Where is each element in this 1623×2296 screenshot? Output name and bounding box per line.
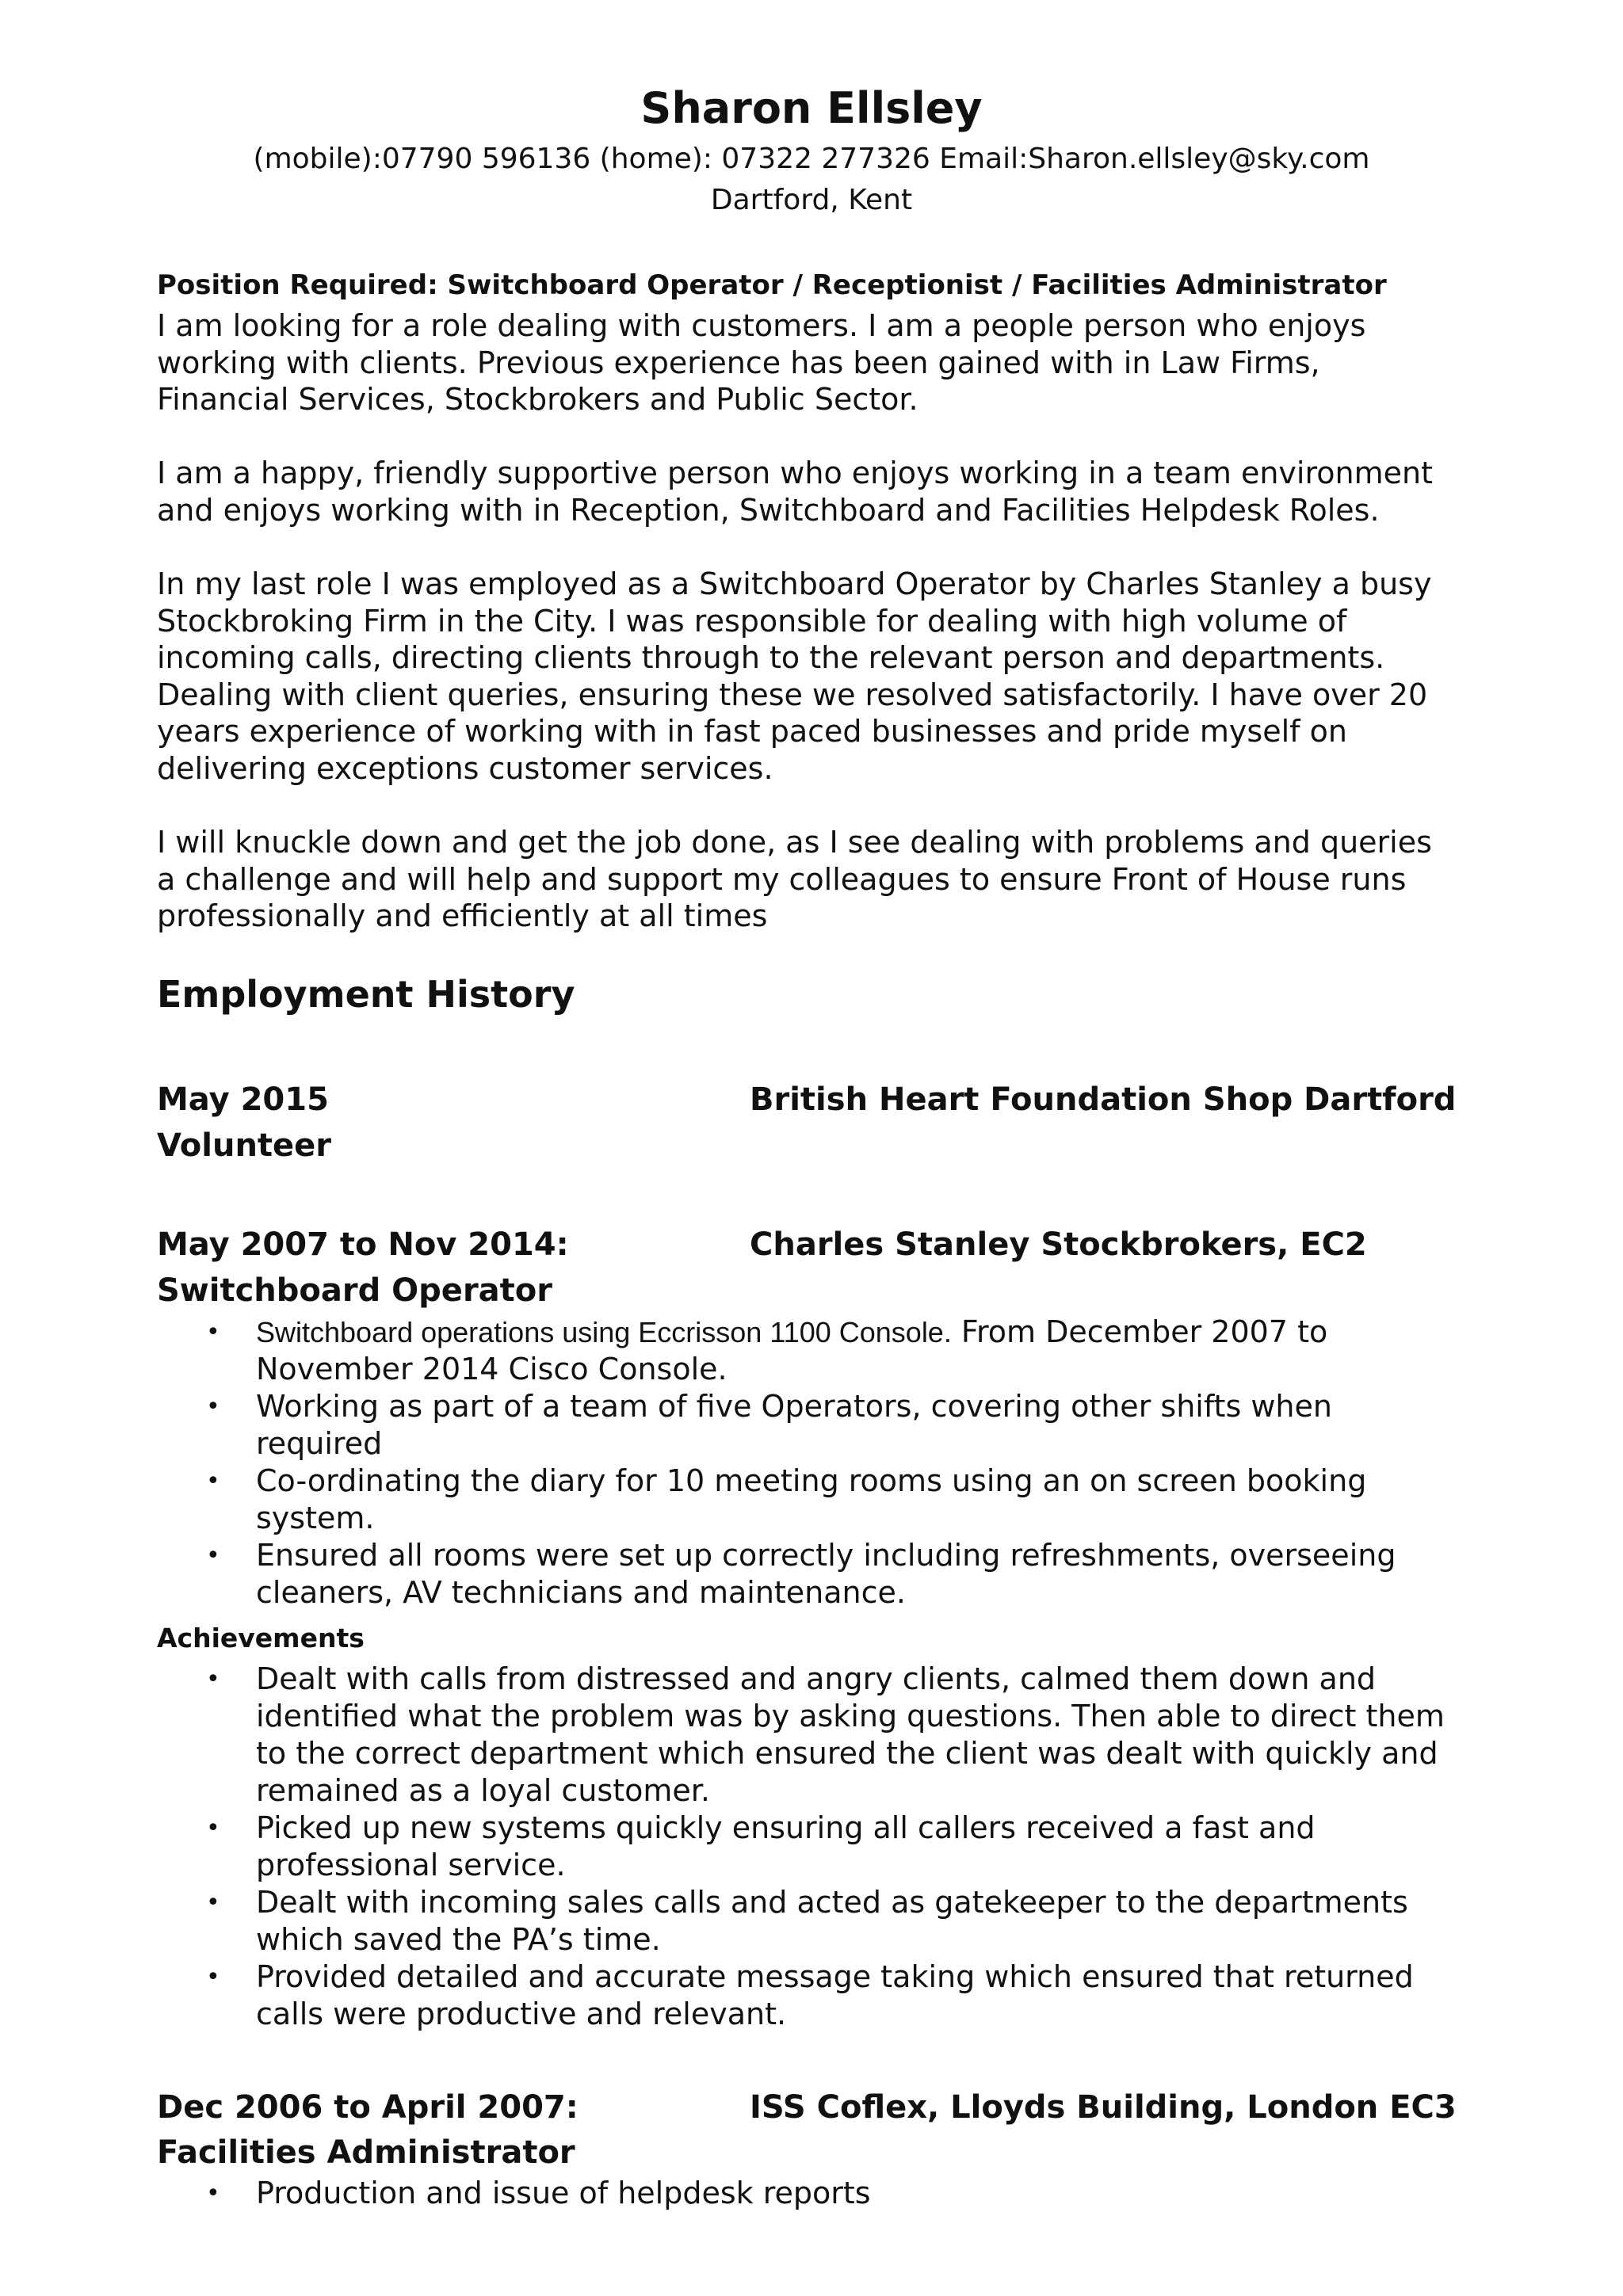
duty-line: November 2014 Cisco Console.	[256, 1352, 727, 1386]
duty-line: system.	[256, 1501, 375, 1535]
duty-line: Switchboard operations using Eccrisson 1100 Console. From December 2007 to	[256, 1314, 1328, 1349]
employment-history-heading: Employment History	[157, 973, 575, 1016]
candidate-name: Sharon Ellsley	[640, 83, 983, 133]
profile-line: Dealing with client queries, ensuring these we resolved satisfactorily. I have over 20	[157, 677, 1428, 712]
profile-paragraph-3	[157, 566, 1431, 787]
duty-line: cleaners, AV technicians and maintenance.	[256, 1575, 906, 1610]
list-item	[157, 1314, 1396, 1388]
profile-line: a challenge and will help and support my colleagues to ensure Front of House runs	[157, 861, 1407, 897]
achievement-line: Dealt with incoming sales calls and acted as gatekeeper to the departments	[256, 1885, 1408, 1920]
achievement-line: Dealt with calls from distressed and angry clients, calmed them down and	[256, 1661, 1377, 1696]
bullet-icon: •	[206, 1542, 220, 1569]
profile-line: Financial Services, Stockbrokers and Public Sector.	[157, 382, 918, 417]
achievement-line: Picked up new systems quickly ensuring all callers received a fast and	[256, 1810, 1316, 1845]
list-item	[157, 1958, 1445, 2033]
duty-line: Production and issue of helpdesk reports	[256, 2176, 871, 2210]
profile-line: I will knuckle down and get the job done, as I see dealing with problems and queries	[157, 825, 1432, 860]
job-company: ISS Coflex, Lloyds Building, London EC3	[750, 2089, 1457, 2126]
job-title: Facilities Administrator	[157, 2134, 575, 2171]
achievement-line: professional service.	[256, 1848, 566, 1882]
job-date: Dec 2006 to April 2007:	[157, 2089, 579, 2126]
duty-line: required	[256, 1426, 383, 1461]
profile-line: years experience of working with in fast paced businesses and pride myself on	[157, 714, 1347, 749]
duty-line: Ensured all rooms were set up correctly including refreshments, overseeing	[256, 1538, 1396, 1573]
profile-line: In my last role I was employed as a Switchboard Operator by Charles Stanley a busy	[157, 566, 1432, 601]
list-item	[157, 2175, 871, 2212]
achievement-line: identified what the problem was by asking questions. Then able to direct them	[256, 1699, 1445, 1733]
profile-line: professionally and efficiently at all times	[157, 898, 768, 933]
duty-line: Co-ordinating the diary for 10 meeting rooms using an on screen booking	[256, 1463, 1367, 1498]
position-required: Position Required: Switchboard Operator / Receptionist / Facilities Administrator	[157, 269, 1387, 301]
contact-details: (mobile):07790 596136 (home): 07322 277326 Email:Sharon.ellsley@sky.com	[253, 143, 1370, 175]
list-item	[157, 1537, 1396, 1611]
job-company: British Heart Foundation Shop Dartford	[750, 1081, 1457, 1118]
job-title: Switchboard Operator	[157, 1272, 552, 1309]
achievement-line: which saved the PA’s time.	[256, 1922, 661, 1957]
bullet-icon: •	[206, 1814, 220, 1842]
profile-line: incoming calls, directing clients through to the relevant person and departments.	[157, 640, 1385, 675]
profile-line: working with clients. Previous experience has been gained with in Law Firms,	[157, 345, 1320, 380]
list-item	[157, 1884, 1445, 1958]
job-date: May 2007 to Nov 2014:	[157, 1226, 569, 1263]
bullet-icon: •	[206, 1665, 220, 1693]
achievement-line: Provided detailed and accurate message taking which ensured that returned	[256, 1959, 1414, 1994]
profile-paragraph-4	[157, 824, 1432, 935]
profile-line: I am looking for a role dealing with customers. I am a people person who enjoys	[157, 308, 1366, 343]
bullet-icon: •	[206, 1318, 220, 1346]
job-duties-list	[157, 1314, 1396, 1611]
location: Dartford, Kent	[710, 184, 913, 216]
achievement-line: remained as a loyal customer.	[256, 1773, 710, 1808]
achievement-line: to the correct department which ensured the client was dealt with quickly and	[256, 1736, 1438, 1771]
bullet-icon: •	[206, 2180, 220, 2207]
bullet-icon: •	[206, 1467, 220, 1495]
job-date: May 2015	[157, 1081, 329, 1118]
profile-paragraph-1	[157, 307, 1365, 418]
job-company: Charles Stanley Stockbrokers, EC2	[750, 1226, 1367, 1263]
achievements-list	[157, 1661, 1445, 2033]
list-item	[157, 1661, 1445, 1810]
profile-line: Stockbroking Firm in the City. I was responsible for dealing with high volume of	[157, 603, 1347, 639]
profile-paragraph-2	[157, 455, 1433, 528]
profile-line: I am a happy, friendly supportive person who enjoys working in a team environment	[157, 456, 1433, 490]
profile-line: delivering exceptions customer services.	[157, 750, 773, 786]
bullet-icon: •	[206, 1393, 220, 1421]
achievements-heading: Achievements	[157, 1623, 365, 1653]
bullet-icon: •	[206, 1889, 220, 1917]
list-item	[157, 1388, 1396, 1463]
list-item	[157, 1810, 1445, 1884]
duty-line: Working as part of a team of five Operators, covering other shifts when	[256, 1389, 1332, 1424]
achievement-line: calls were productive and relevant.	[256, 1997, 787, 2031]
list-item	[157, 1463, 1396, 1537]
job-duties-list	[157, 2175, 871, 2212]
bullet-icon: •	[206, 1963, 220, 1991]
job-title: Volunteer	[157, 1127, 332, 1164]
profile-line: and enjoys working with in Reception, Switchboard and Facilities Helpdesk Roles.	[157, 492, 1380, 528]
